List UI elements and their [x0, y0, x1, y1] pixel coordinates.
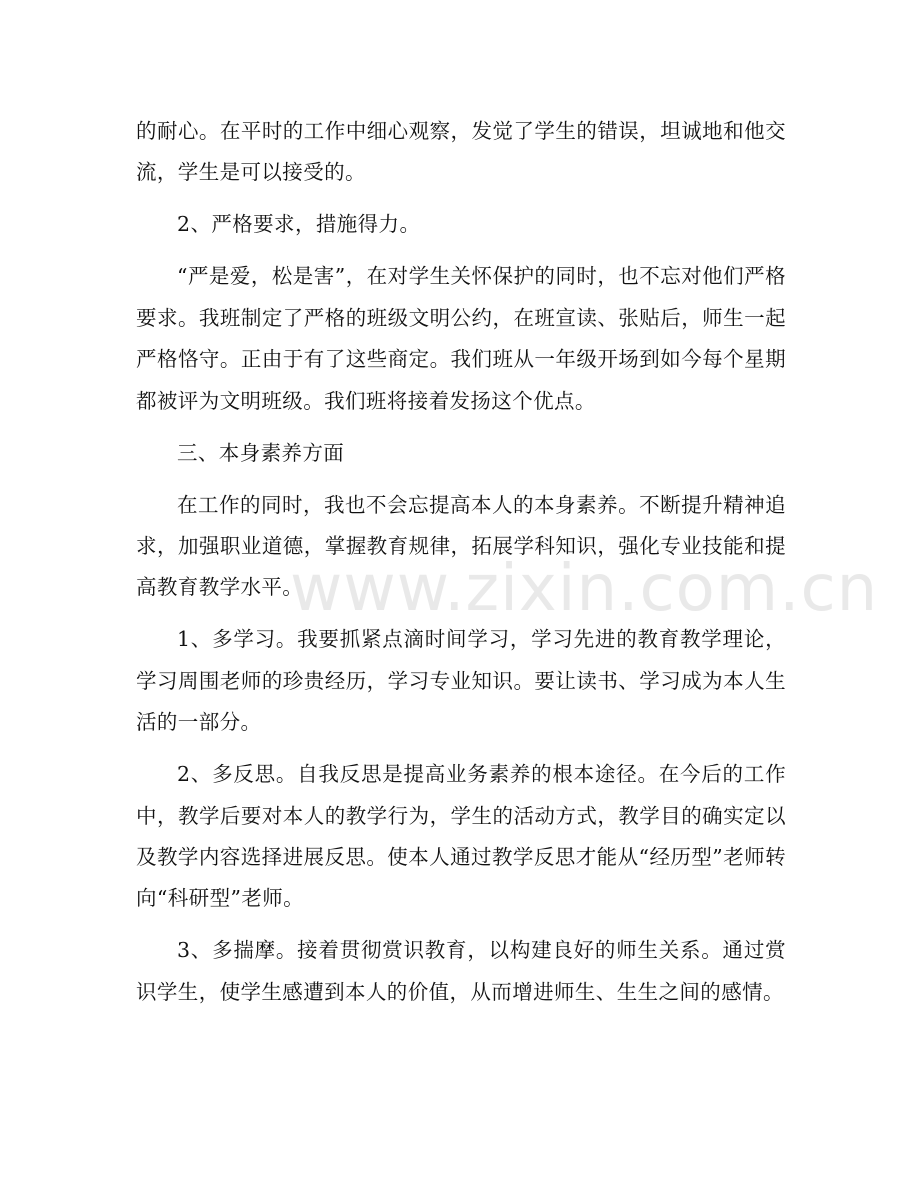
subheading-strict-requirements: 2、严格要求，措施得力。 — [177, 212, 421, 237]
section-heading-self-cultivation: 三、本身素养方面 — [177, 440, 345, 465]
paragraph-strict-love: “严是爱，松是害”，在对学生关怀保护的同时，也不忘对他们严格要求。我班制定了严格的班级文明公约，在班宣读、张贴后，师生一起严格恪守。正由于有了这些商定。我们班从一年级开场到如今每个星期都被评为文明班级。我们班将接着发扬这个优点。 — [136, 264, 786, 413]
paragraph-continuation: 的耐心。在平时的工作中细心观察，发觉了学生的错误，坦诚地和他交流，学生是可以接受的。 — [136, 119, 786, 185]
item-study-more: 1、多学习。我要抓紧点滴时间学习，学习先进的教育教学理论，学习周围老师的珍贵经历，学习专业知识。要让读书、学习成为本人生活的一部分。 — [136, 627, 786, 735]
item-reflect-more: 2、多反思。自我反思是提高业务素养的根本途径。在今后的工作中，教学后要对本人的教学行为，学生的活动方式，教学目的确实定以及教学内容选择进展反思。使本人通过教学反思才能从“经历型”老师转向“科研型”老师。 — [136, 762, 786, 911]
document-body — [136, 111, 786, 1024]
item-ponder-more: 3、多揣摩。接着贯彻赏识教育，以构建良好的师生关系。通过赏识学生，使学生感遭到本人的价值，从而增进师生、生生之间的感情。 — [136, 938, 786, 1004]
watermark: www.zixin.com.cn — [290, 552, 879, 626]
paragraph-self-cultivation: 在工作的同时，我也不会忘提高本人的本身素养。不断提升精神追求，加强职业道德，掌握教育规律，拓展学科知识，强化专业技能和提高教育教学水平。 — [136, 492, 786, 600]
